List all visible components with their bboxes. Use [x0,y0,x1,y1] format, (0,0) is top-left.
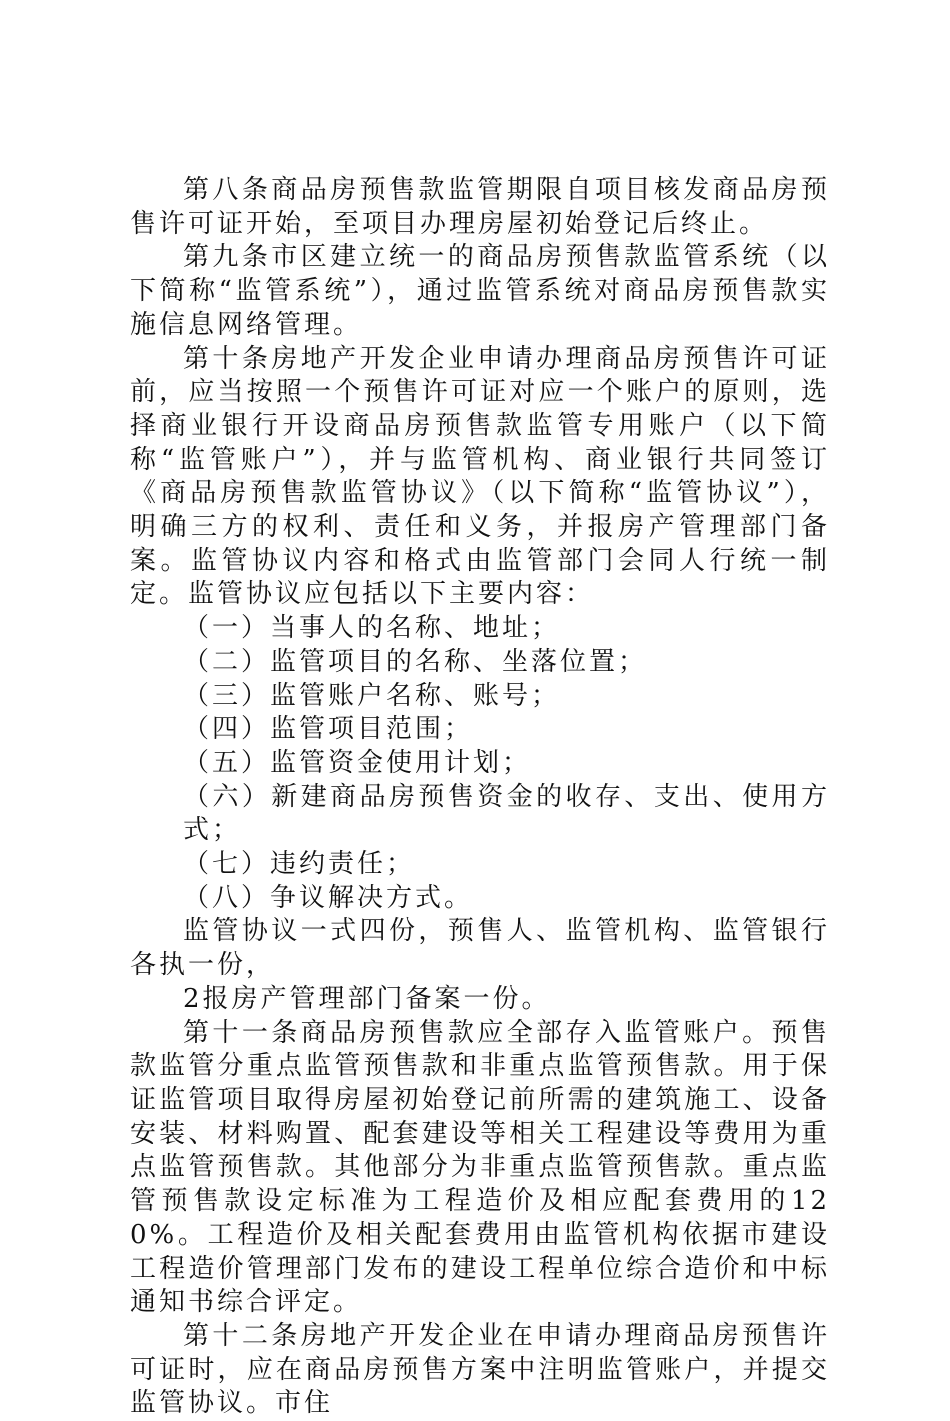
list-item: （五）监管资金使用计划； [183,747,532,778]
list-item: （一）当事人的名称、地址； [183,613,561,644]
agreement-copies-paragraph: 监管协议一式四份，预售人、监管机构、监管银行各执一份， [130,916,830,981]
document-body [130,174,830,1421]
list-item: （二）监管项目的名称、坐落位置； [183,646,648,677]
article-8-paragraph: 第八条商品房预售款监管期限自项目核发商品房预售许可证开始，至项目办理房屋初始登记后终止。 [130,175,830,239]
article-10-paragraph: 第十条房地产开发企业申请办理商品房预售许可证前，应当按照一个预售许可证对应一个账户的原则，选择商业银行开设商品房预售款监管专用账户（以下简称“监管账户”），并与监管机构、商业银行共同签订《商品房预售款监管协议》（以下简称“监管协议”），明确三方的权利、责任和义务，并报房产管理部门备案。监管协议内容和格式由监管部门会同人行统一制定。监管协议应包括以下主要内容： [130,343,830,610]
article-11-paragraph: 第十一条商品房预售款应全部存入监管账户。预售款监管分重点监管预售款和非重点监管预售款。用于保证监管项目取得房屋初始登记前所需的建筑施工、设备安装、材料购置、配套建设等相关工程建设等费用为重点监管预售款。其他部分为非重点监管预售款。重点监管预售款设定标准为工程造价及相应配套费用的120%。工程造价及相关配套费用由监管机构依据市建设工程造价管理部门发布的建设工程单位综合造价和中标通知书综合评定。 [130,1017,830,1318]
article-12-paragraph: 第十二条房地产开发企业在申请办理商品房预售许可证时，应在商品房预售方案中注明监管账户，并提交监管协议。市住 [130,1320,830,1419]
list-item: （七）违约责任； [183,849,416,880]
list-item: （三）监管账户名称、账号； [183,680,561,711]
list-item: （八）争议解决方式。 [183,882,474,913]
filing-paragraph: 2报房产管理部门备案一份。 [183,983,551,1014]
list-item: （四）监管项目范围； [183,714,474,745]
list-item: （六）新建商品房预售资金的收存、支出、使用方式； [183,781,830,846]
article-9-paragraph: 第九条市区建立统一的商品房预售款监管系统（以下简称“监管系统”），通过监管系统对商品房预售款实施信息网络管理。 [130,242,830,340]
